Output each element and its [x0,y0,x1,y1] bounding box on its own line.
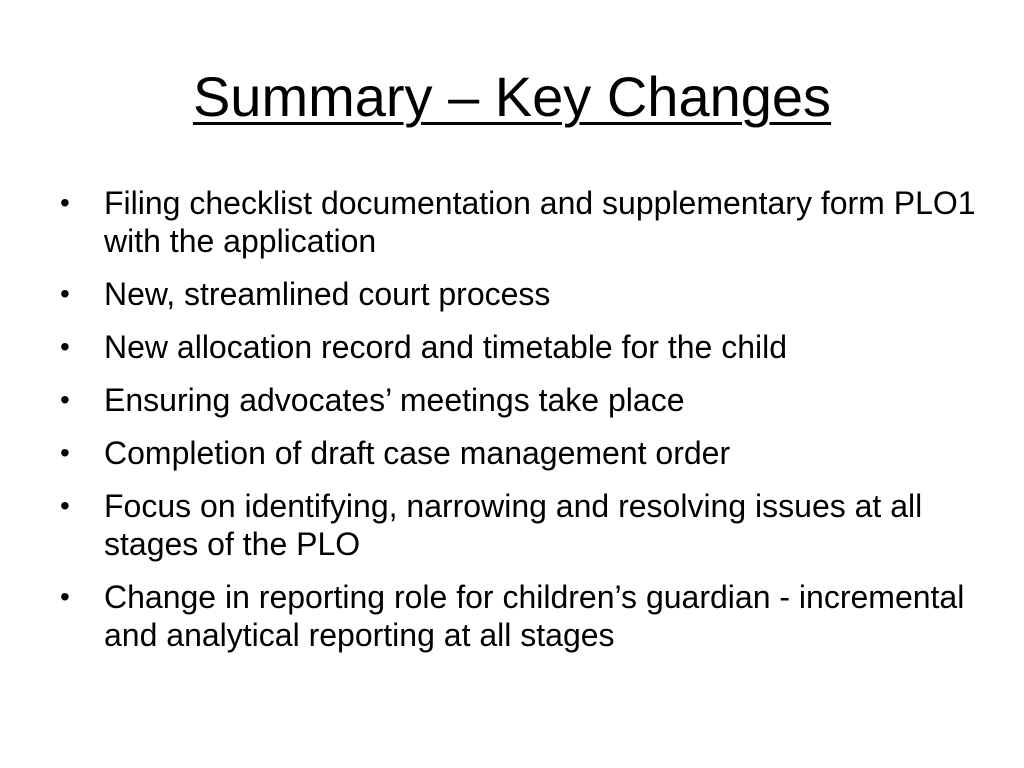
bullet-icon: • [60,278,70,309]
bullet-icon: • [60,437,70,468]
bullet-text: Filing checklist documentation and supplementary form PLO1 with the application [104,185,976,259]
bullet-item [56,184,986,260]
bullet-item [56,328,986,366]
bullet-icon: • [60,331,70,362]
slide-title: Summary – Key Changes [192,65,832,128]
bullet-item [56,275,986,313]
bullet-icon: • [60,581,70,612]
bullet-icon: • [60,187,70,218]
bullet-icon: • [60,490,70,521]
bullet-text: Ensuring advocates’ meetings take place [104,382,685,418]
bullet-item [56,434,986,472]
bullet-text: Change in reporting role for children’s guardian - incremental and analytical reporting at all stages [104,579,965,653]
bullet-list [56,184,986,669]
bullet-text: New allocation record and timetable for the child [104,329,788,365]
bullet-item [56,381,986,419]
bullet-text: Completion of draft case management order [104,435,731,471]
bullet-item [56,487,986,563]
bullet-text: Focus on identifying, narrowing and resolving issues at all stages of the PLO [104,488,923,562]
bullet-item [56,578,986,654]
bullet-icon: • [60,384,70,415]
bullet-text: New, streamlined court process [104,276,551,312]
